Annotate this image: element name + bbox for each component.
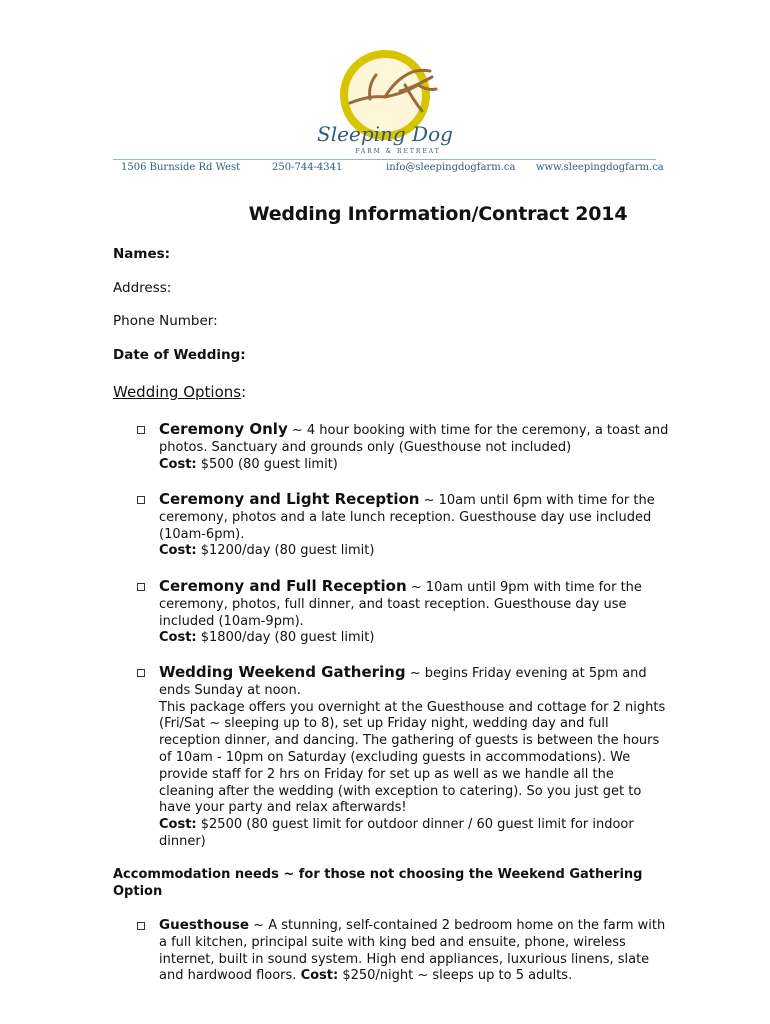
letterhead-email: info@sleepingdogfarm.ca — [386, 162, 516, 173]
option-cost: $2500 (80 guest limit for outdoor dinner / 60 guest limit for indoor dinner) — [159, 817, 634, 849]
phone-field-label: Phone Number: — [113, 313, 218, 329]
option-body — [159, 421, 673, 473]
sleeping-dog-logo — [310, 45, 460, 160]
cost-label: Cost: — [159, 630, 197, 646]
wedding-options-heading — [113, 383, 246, 401]
address-field-label: Address: — [113, 280, 172, 296]
option-ceremony-full-reception — [113, 578, 673, 647]
document-title: Wedding Information/Contract 2014 — [248, 203, 628, 225]
option-name: Ceremony Only — [159, 420, 288, 438]
letterhead-website: www.sleepingdogfarm.ca — [536, 162, 664, 173]
option-wedding-weekend-gathering — [113, 664, 673, 851]
accommodation-name: Guesthouse — [159, 917, 250, 933]
option-body — [159, 491, 673, 560]
checkbox-bullet-icon — [137, 922, 145, 930]
option-name: Wedding Weekend Gathering — [159, 663, 406, 681]
checkbox-bullet-icon — [137, 496, 145, 504]
option-name: Ceremony and Light Reception — [159, 490, 420, 508]
option-body — [159, 578, 673, 647]
option-body — [159, 917, 673, 985]
letterhead-phone: 250-744-4341 — [272, 162, 343, 173]
checkbox-bullet-icon — [137, 583, 145, 591]
logo-subtext: FARM & RETREAT — [355, 148, 441, 155]
option-cost: $500 (80 guest limit) — [196, 456, 338, 472]
option-cost: $1200/day (80 guest limit) — [196, 543, 375, 559]
option-description: ~ begins Friday evening at 5pm and ends Sunday at noon. — [159, 666, 647, 698]
logo-text: Sleeping Dog — [317, 122, 453, 146]
option-extra-description: This package offers you overnight at the Guesthouse and cottage for 2 nights (Fri/Sat ~ sleeping up to 8), set up Friday night, wedding day and full reception dinner, and dancing. The gathering of guests is between the hours of 10am - 10pm on Saturday (excluding guests in accommodations). We provide staff for 2 hrs on Friday for set up as well as we handle all the cleaning after the wedding (with exception to catering). So you just get to have your party and relax afterwards! — [159, 699, 666, 816]
accommodation-description: ~ A stunning, self-contained 2 bedroom home on the farm with a full kitchen, principal suite with king bed and ensuite, phone, wireless internet, built in sound system. High end appliances, luxurious linens, slate and hardwood floors. — [159, 918, 666, 984]
document-title-row — [0, 203, 770, 225]
option-description: ~ 4 hour booking with time for the ceremony, a toast and photos. Sanctuary and grounds only (Guesthouse not included) — [159, 423, 669, 455]
option-ceremony-only — [113, 421, 673, 473]
accommodation-cost: $250/night ~ sleeps up to 5 adults. — [338, 968, 573, 984]
accommodation-heading: Accommodation needs ~ for those not choosing the Weekend Gathering Option — [113, 867, 643, 899]
cost-label: Cost: — [300, 968, 339, 984]
option-description: ~ 10am until 9pm with time for the ceremony, photos, full dinner, and toast reception. Guesthouse day use included (10am-9pm). — [159, 580, 642, 629]
option-ceremony-light-reception — [113, 491, 673, 560]
date-field-label: Date of Wedding: — [113, 347, 246, 363]
option-cost: $1800/day (80 guest limit) — [196, 630, 375, 646]
accommodation-guesthouse — [113, 917, 673, 985]
letterhead-address: 1506 Burnside Rd West — [121, 162, 241, 173]
checkbox-bullet-icon — [137, 669, 145, 677]
wedding-options-heading-colon: : — [241, 383, 247, 401]
wedding-options-heading-text: Wedding Options — [113, 383, 242, 401]
checkbox-bullet-icon — [137, 426, 145, 434]
option-description: ~ 10am until 6pm with time for the ceremony, photos and a late lunch reception. Guesthouse day use included (10am-6pm). — [159, 493, 655, 542]
names-field-label: Names: — [113, 246, 171, 262]
letterhead-divider — [113, 159, 656, 160]
option-name: Ceremony and Full Reception — [159, 577, 407, 595]
cost-label: Cost: — [159, 817, 197, 833]
cost-label: Cost: — [159, 543, 197, 559]
option-body — [159, 664, 673, 851]
cost-label: Cost: — [159, 456, 197, 472]
